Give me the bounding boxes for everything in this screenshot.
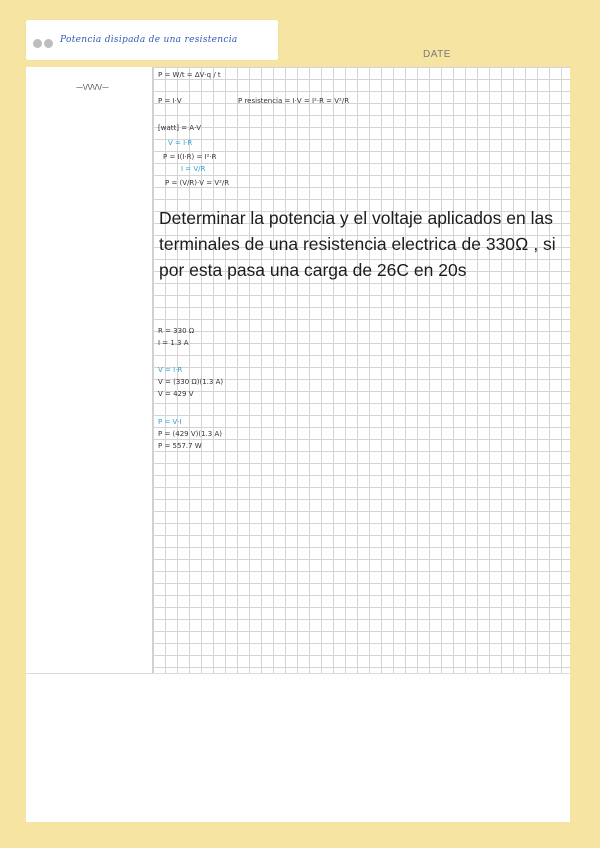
blank-area[interactable] [26, 673, 570, 822]
solution-line: V = I·R [158, 366, 183, 374]
page-title: Potencia disipada de una resistencia [60, 35, 238, 45]
solution-line: V = 429 V [158, 390, 194, 398]
formula-line: I = V/R [181, 165, 206, 173]
solution-line: P = V·I [158, 418, 182, 426]
problem-statement: Determinar la potencia y el voltaje aplicados en las terminales de una resistencia electrica de 330Ω , si por esta pasa una carga de 26C en 20s [159, 208, 556, 280]
formula-line: [watt] = A·V [158, 124, 202, 132]
formula-line: P = (V/R)·V = V²/R [165, 179, 230, 187]
solution-line: P = (429 V)(1.3 A) [158, 430, 222, 438]
formula-line: P = I·V [158, 97, 182, 105]
solution-line: R = 330 Ω [158, 327, 195, 335]
note-sheet [26, 67, 570, 821]
formula-line: P = I(I·R) = I²·R [163, 153, 217, 161]
formula-line: P = W/t = ΔV·q / t [158, 71, 221, 79]
title-box[interactable] [26, 20, 278, 60]
date-label[interactable]: DATE [423, 49, 451, 60]
header-dots [33, 35, 55, 53]
margin-column [26, 67, 153, 673]
solution-line: I = 1.3 A [158, 339, 189, 347]
dot-icon [33, 39, 42, 48]
solution-line: P = 557.7 W [158, 442, 202, 450]
formula-line: V = I·R [168, 139, 193, 147]
grid-area [153, 67, 570, 673]
resistor-symbol: —\/\/\/\/— [76, 83, 109, 91]
solution-line: V = (330 Ω)(1.3 A) [158, 378, 224, 386]
formula-line: P resistencia = I·V = I²·R = V²/R [238, 97, 350, 105]
dot-icon [44, 39, 53, 48]
